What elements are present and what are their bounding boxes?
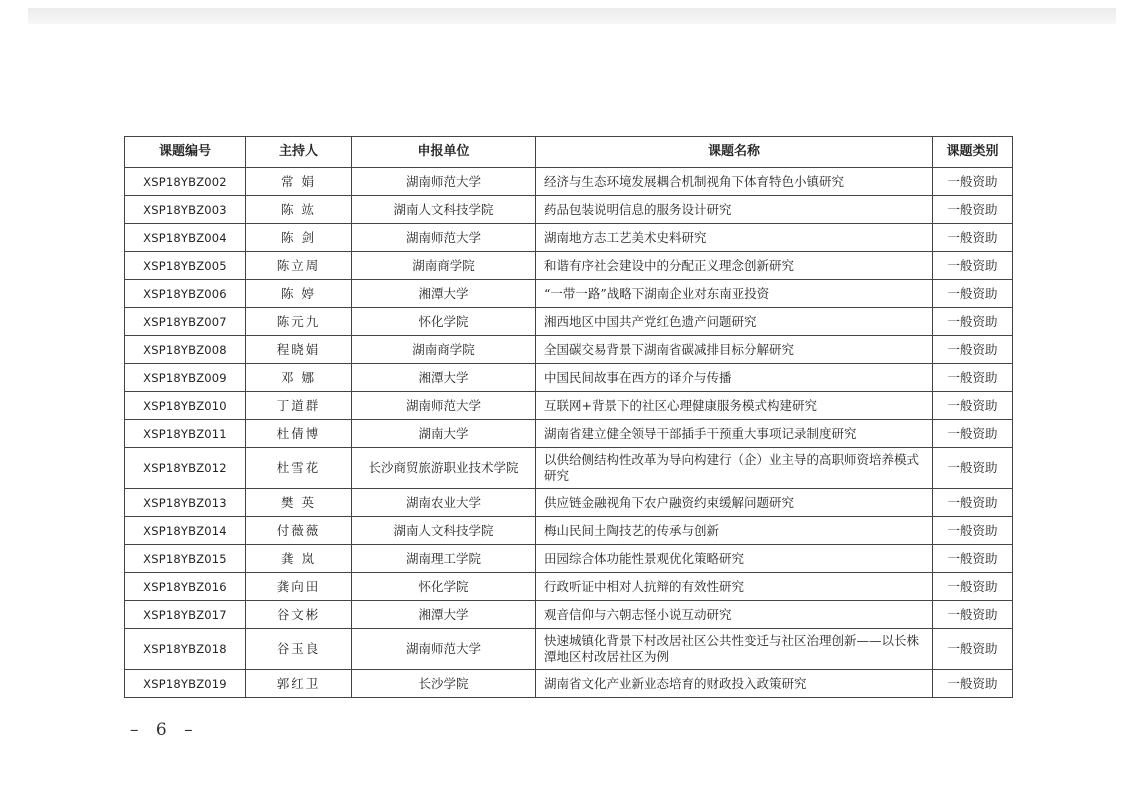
cell-type: 一般资助	[933, 224, 1013, 252]
cell-unit: 湖南大学	[352, 420, 536, 448]
cell-code: XSP18YBZ018	[125, 629, 246, 670]
cell-type: 一般资助	[933, 448, 1013, 489]
cell-name: 田园综合体功能性景观优化策略研究	[536, 545, 933, 573]
cell-name: 和谐有序社会建设中的分配正义理念创新研究	[536, 252, 933, 280]
cell-unit: 湖南师范大学	[352, 168, 536, 196]
cell-unit: 湖南人文科技学院	[352, 196, 536, 224]
cell-type: 一般资助	[933, 364, 1013, 392]
header-code: 课题编号	[125, 137, 246, 168]
cell-host: 丁道群	[246, 392, 352, 420]
cell-host: 付薇薇	[246, 517, 352, 545]
cell-code: XSP18YBZ019	[125, 670, 246, 698]
cell-unit: 湘潭大学	[352, 280, 536, 308]
table-row	[125, 573, 1013, 601]
cell-host: 杜雪花	[246, 448, 352, 489]
cell-host: 陈元九	[246, 308, 352, 336]
page-number-value: 6	[155, 720, 173, 740]
cell-host: 陈 竑	[246, 196, 352, 224]
cell-name: 快速城镇化背景下村改居社区公共性变迁与社区治理创新——以长株潭地区村改居社区为例	[536, 629, 933, 670]
cell-code: XSP18YBZ003	[125, 196, 246, 224]
cell-unit: 湖南理工学院	[352, 545, 536, 573]
cell-type: 一般资助	[933, 573, 1013, 601]
cell-host: 常 娟	[246, 168, 352, 196]
table-row	[125, 489, 1013, 517]
cell-unit: 怀化学院	[352, 573, 536, 601]
cell-type: 一般资助	[933, 670, 1013, 698]
cell-code: XSP18YBZ004	[125, 224, 246, 252]
page-number: – 6 –	[130, 720, 199, 740]
cell-type: 一般资助	[933, 168, 1013, 196]
table-row	[125, 629, 1013, 670]
cell-host: 谷文彬	[246, 601, 352, 629]
cell-name: 以供给侧结构性改革为导向构建行（企）业主导的高职师资培养模式研究	[536, 448, 933, 489]
cell-code: XSP18YBZ009	[125, 364, 246, 392]
cell-type: 一般资助	[933, 601, 1013, 629]
scan-top-band	[28, 8, 1116, 24]
cell-code: XSP18YBZ015	[125, 545, 246, 573]
cell-type: 一般资助	[933, 545, 1013, 573]
cell-host: 杜倩博	[246, 420, 352, 448]
cell-host: 陈立周	[246, 252, 352, 280]
table-row	[125, 448, 1013, 489]
cell-name: 药品包装说明信息的服务设计研究	[536, 196, 933, 224]
cell-unit: 湖南师范大学	[352, 224, 536, 252]
cell-unit: 怀化学院	[352, 308, 536, 336]
cell-code: XSP18YBZ008	[125, 336, 246, 364]
table-row	[125, 280, 1013, 308]
cell-name: 观音信仰与六朝志怪小说互动研究	[536, 601, 933, 629]
cell-code: XSP18YBZ007	[125, 308, 246, 336]
cell-code: XSP18YBZ002	[125, 168, 246, 196]
cell-code: XSP18YBZ005	[125, 252, 246, 280]
project-table	[124, 136, 1013, 698]
table-row	[125, 336, 1013, 364]
table-row	[125, 601, 1013, 629]
cell-unit: 湖南农业大学	[352, 489, 536, 517]
cell-unit: 长沙商贸旅游职业技术学院	[352, 448, 536, 489]
table-row	[125, 196, 1013, 224]
cell-code: XSP18YBZ006	[125, 280, 246, 308]
cell-code: XSP18YBZ013	[125, 489, 246, 517]
cell-code: XSP18YBZ012	[125, 448, 246, 489]
table-row	[125, 168, 1013, 196]
cell-host: 邓 娜	[246, 364, 352, 392]
table-row	[125, 517, 1013, 545]
cell-host: 樊 英	[246, 489, 352, 517]
cell-unit: 湖南师范大学	[352, 629, 536, 670]
table-row	[125, 308, 1013, 336]
cell-host: 陈 婷	[246, 280, 352, 308]
cell-code: XSP18YBZ011	[125, 420, 246, 448]
cell-name: 湖南地方志工艺美术史料研究	[536, 224, 933, 252]
cell-unit: 湖南人文科技学院	[352, 517, 536, 545]
cell-type: 一般资助	[933, 489, 1013, 517]
cell-type: 一般资助	[933, 308, 1013, 336]
table-row	[125, 670, 1013, 698]
table-header-row	[125, 137, 1013, 168]
cell-code: XSP18YBZ017	[125, 601, 246, 629]
cell-unit: 湘潭大学	[352, 364, 536, 392]
cell-host: 谷玉良	[246, 629, 352, 670]
cell-type: 一般资助	[933, 336, 1013, 364]
header-host: 主持人	[246, 137, 352, 168]
table-row	[125, 364, 1013, 392]
table-row	[125, 252, 1013, 280]
cell-type: 一般资助	[933, 517, 1013, 545]
cell-name: 全国碳交易背景下湖南省碳减排目标分解研究	[536, 336, 933, 364]
cell-name: 梅山民间土陶技艺的传承与创新	[536, 517, 933, 545]
cell-name: 行政听证中相对人抗辩的有效性研究	[536, 573, 933, 601]
cell-name: 湖南省文化产业新业态培育的财政投入政策研究	[536, 670, 933, 698]
cell-type: 一般资助	[933, 280, 1013, 308]
cell-name: 供应链金融视角下农户融资约束缓解问题研究	[536, 489, 933, 517]
cell-code: XSP18YBZ010	[125, 392, 246, 420]
cell-code: XSP18YBZ016	[125, 573, 246, 601]
cell-name: 互联网+背景下的社区心理健康服务模式构建研究	[536, 392, 933, 420]
cell-unit: 湖南师范大学	[352, 392, 536, 420]
header-type: 课题类别	[933, 137, 1013, 168]
cell-unit: 湖南商学院	[352, 336, 536, 364]
cell-name: 经济与生态环境发展耦合机制视角下体育特色小镇研究	[536, 168, 933, 196]
cell-type: 一般资助	[933, 196, 1013, 224]
cell-name: “一带一路”战略下湖南企业对东南亚投资	[536, 280, 933, 308]
cell-name: 湖南省建立健全领导干部插手干预重大事项记录制度研究	[536, 420, 933, 448]
cell-unit: 湖南商学院	[352, 252, 536, 280]
cell-name: 湘西地区中国共产党红色遗产问题研究	[536, 308, 933, 336]
header-name: 课题名称	[536, 137, 933, 168]
table-row	[125, 420, 1013, 448]
cell-host: 龚向田	[246, 573, 352, 601]
table-row	[125, 224, 1013, 252]
cell-type: 一般资助	[933, 392, 1013, 420]
cell-unit: 长沙学院	[352, 670, 536, 698]
cell-host: 陈 剑	[246, 224, 352, 252]
table-row	[125, 392, 1013, 420]
cell-name: 中国民间故事在西方的译介与传播	[536, 364, 933, 392]
project-table-container	[124, 136, 1012, 698]
cell-type: 一般资助	[933, 252, 1013, 280]
cell-code: XSP18YBZ014	[125, 517, 246, 545]
cell-host: 郭红卫	[246, 670, 352, 698]
cell-type: 一般资助	[933, 420, 1013, 448]
cell-type: 一般资助	[933, 629, 1013, 670]
cell-unit: 湘潭大学	[352, 601, 536, 629]
header-unit: 申报单位	[352, 137, 536, 168]
table-row	[125, 545, 1013, 573]
cell-host: 龚 岚	[246, 545, 352, 573]
cell-host: 程晓娟	[246, 336, 352, 364]
